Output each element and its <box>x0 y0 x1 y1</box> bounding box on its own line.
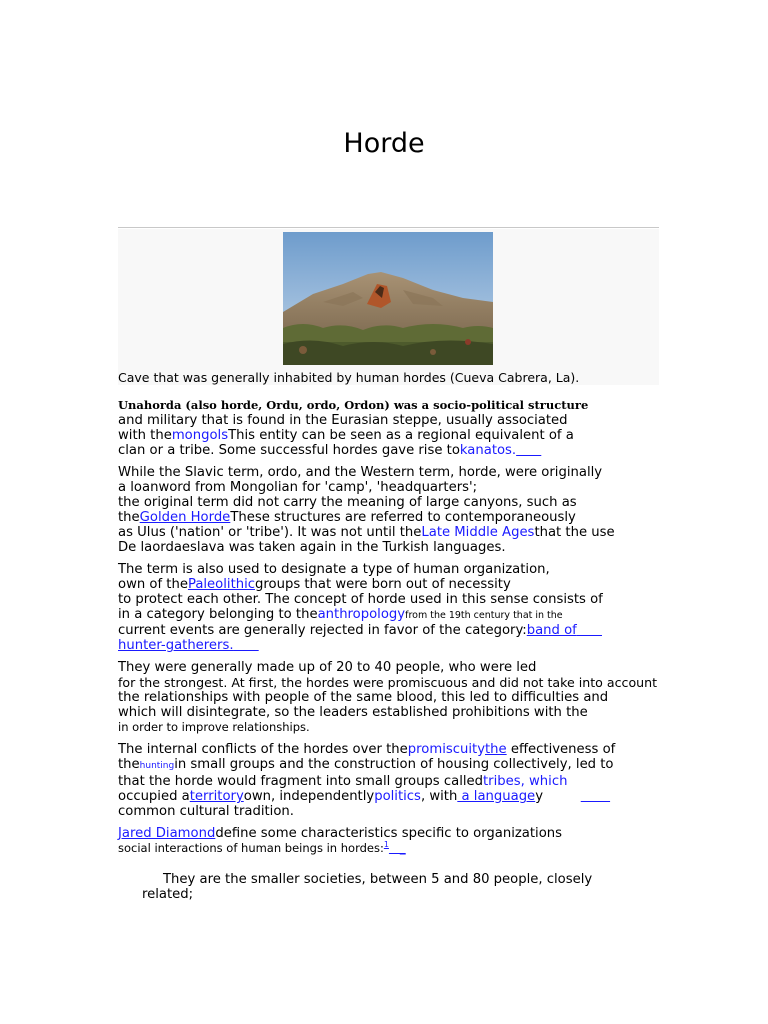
text-line: thehuntingin small groups and the construction of housing collectively, led to <box>118 757 614 772</box>
divider <box>118 227 659 228</box>
text-line: Jared Diamonddefine some characteristics specific to organizations <box>118 826 563 841</box>
link-politics[interactable]: politics <box>374 789 421 804</box>
text-line: the original term did not carry the meaning of large canyons, such as <box>118 495 577 510</box>
text-line: current events are generally rejected in favor of the category:band of <box>118 623 577 638</box>
text-line: the relationships with people of the same blood, this led to difficulties and <box>118 690 609 705</box>
text-line: for the strongest. At first, the hordes were promiscuous and did not take into account <box>118 675 658 690</box>
footnote-link[interactable]: 1 <box>383 840 389 850</box>
paragraph-composition <box>118 660 663 735</box>
link-golden-horde[interactable]: Golden Horde <box>139 510 231 525</box>
figure <box>118 229 659 385</box>
text-line: a loanword from Mongolian for 'camp', 'headquarters'; <box>118 480 478 495</box>
text-line: related; <box>142 887 194 902</box>
text-line: The term is also used to designate a type of human organization, <box>118 562 550 577</box>
link-paleolithic[interactable]: Paleolithic <box>187 577 256 592</box>
text-line: The internal conflicts of the hordes over thepromiscuitythe effectiveness of <box>118 742 616 757</box>
text-line: in order to improve relationships. <box>118 720 310 734</box>
figure-caption: Cave that was generally inhabited by human hordes (Cueva Cabrera, La). <box>118 370 580 385</box>
text-line: and military that is found in the Eurasian steppe, usually associated <box>118 413 568 428</box>
text-line: to protect each other. The concept of horde used in this sense consists of <box>118 592 603 607</box>
text-line: that the horde would fragment into small groups calledtribes, which <box>118 774 568 789</box>
paragraph-intro <box>118 398 663 458</box>
link-jared-diamond[interactable]: Jared Diamond <box>118 826 216 841</box>
text-line: clan or a tribe. Some successful hordes gave rise tokanatos. <box>118 443 517 458</box>
link-band-of[interactable]: band of <box>526 623 577 638</box>
text-line: in a category belonging to theanthropologyfrom the 19th century that in the <box>118 607 563 622</box>
link-hunting[interactable]: hunting <box>139 761 175 771</box>
page-title: Horde <box>343 128 425 159</box>
link-language[interactable]: a language <box>457 789 536 804</box>
text-line: social interactions of human beings in hordes:$^1$ _ <box>118 840 406 855</box>
paragraph-etymology <box>118 465 663 555</box>
link-late-middle-ages[interactable]: Late Middle Ages <box>421 525 535 540</box>
link-tribes[interactable]: tribes, which <box>483 774 568 789</box>
text-line: While the Slavic term, ordo, and the Western term, horde, were originally <box>118 465 603 480</box>
paragraph-conflicts <box>118 742 663 819</box>
paragraph-anthropology <box>118 562 663 653</box>
list-item <box>118 872 663 902</box>
link-hunter-gatherers[interactable]: hunter-gatherers. <box>118 638 234 653</box>
text-line: own of thePaleolithicgroups that were born out of necessity <box>118 577 511 592</box>
text-line <box>118 638 663 653</box>
cave-photo <box>283 232 493 365</box>
link-the[interactable]: the <box>485 742 507 757</box>
text-line: common cultural tradition. <box>118 804 294 819</box>
paragraph-diamond <box>118 826 663 856</box>
link-mongols[interactable]: mongols <box>171 428 229 443</box>
text-line: De laordaeslava was taken again in the Turkish languages. <box>118 540 506 555</box>
link-kanatos[interactable]: kanatos. <box>459 443 517 458</box>
lead-sentence: Unahorda (also horde, Ordu, ordo, Ordon) was a socio-political structure <box>118 398 589 412</box>
link-territory[interactable]: territory <box>189 789 244 804</box>
text-line: theGolden HordeThese structures are referred to contemporaneously <box>118 510 576 525</box>
article-body <box>118 398 663 902</box>
link-anthropology[interactable]: anthropology <box>317 607 406 622</box>
text-line: with themongolsThis entity can be seen as a regional equivalent of a <box>118 428 574 443</box>
text-line: occupied aterritoryown, independentlypolitics, with a languagey <box>118 789 543 804</box>
text-line: which will disintegrate, so the leaders established prohibitions with the <box>118 705 588 720</box>
text-line: They were generally made up of 20 to 40 people, who were led <box>118 660 537 675</box>
text-line: as Ulus ('nation' or 'tribe'). It was not until theLate Middle Agesthat the use <box>118 525 615 540</box>
link-promiscuity[interactable]: promiscuity <box>407 742 485 757</box>
text-line: They are the smaller societies, between 5 and 80 people, closely <box>163 872 593 887</box>
